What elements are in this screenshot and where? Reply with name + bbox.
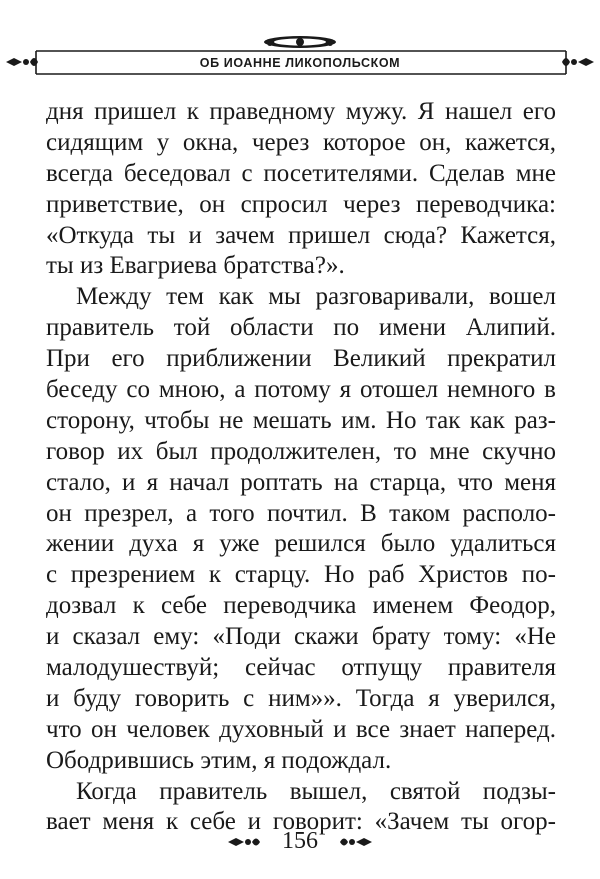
text-line: жении духа я уже решился было удалиться (46, 530, 556, 558)
text-line: приветствие, он спросил через переводчика: (46, 190, 556, 218)
text-line: дозвал к себе переводчика именем Феодор, (46, 592, 556, 620)
text-line: говор их был продолжителен, то мне скучно (46, 437, 556, 465)
text-line: стало, и я начал роптать на старца, что меня (46, 468, 556, 496)
text-line: ты из Евагриева братства?». (46, 252, 345, 280)
page-header (0, 32, 600, 84)
text-line: и сказал ему: «Поди скажи брату тому: «Не (46, 623, 556, 651)
page-number: 156 (282, 828, 318, 854)
text-line: он презрел, а того почтил. В таком располо- (46, 499, 556, 527)
text-line: Между тем как мы разговаривали, вошел (76, 283, 556, 311)
text-line: и буду говорить с ним»». Тогда я уверился, (46, 684, 556, 712)
page-footer (0, 826, 600, 856)
text-line: с презрением к старцу. Но раб Христов по- (46, 561, 556, 589)
text-line: беседу со мною, а потому я отошел немного в (46, 376, 556, 404)
text-line: вает меня к себе и говорит: «Зачем ты огор- (46, 808, 556, 836)
footer-ornament-right-icon (338, 832, 374, 852)
page-body-text (46, 97, 556, 838)
text-line: сидящим у окна, через которое он, кажется, (46, 128, 556, 156)
text-line: Когда правитель вышел, святой подзы- (76, 777, 556, 805)
text-line: «Откуда ты и зачем пришел сюда? Кажется, (46, 221, 556, 249)
text-line: что он человек духовный и все знает наперед. (46, 715, 556, 743)
text-line: малодушествуй; сейчас отпущу правителя (46, 654, 556, 682)
text-line: всегда беседовал с посетителями. Сделав мне (46, 159, 556, 187)
text-line: Ободрившись этим, я подождал. (46, 746, 392, 774)
text-line: При его приближении Великий прекратил (46, 345, 556, 373)
text-line: дня пришел к праведному мужу. Я нашел его (46, 98, 556, 125)
running-head: ОБ ИОАННЕ ЛИКОПОЛЬСКОМ (199, 56, 401, 70)
text-line: сторону, чтобы не мешать им. Но так как раз- (46, 406, 556, 434)
text-line: правитель той области по имени Алипий. (46, 314, 556, 342)
